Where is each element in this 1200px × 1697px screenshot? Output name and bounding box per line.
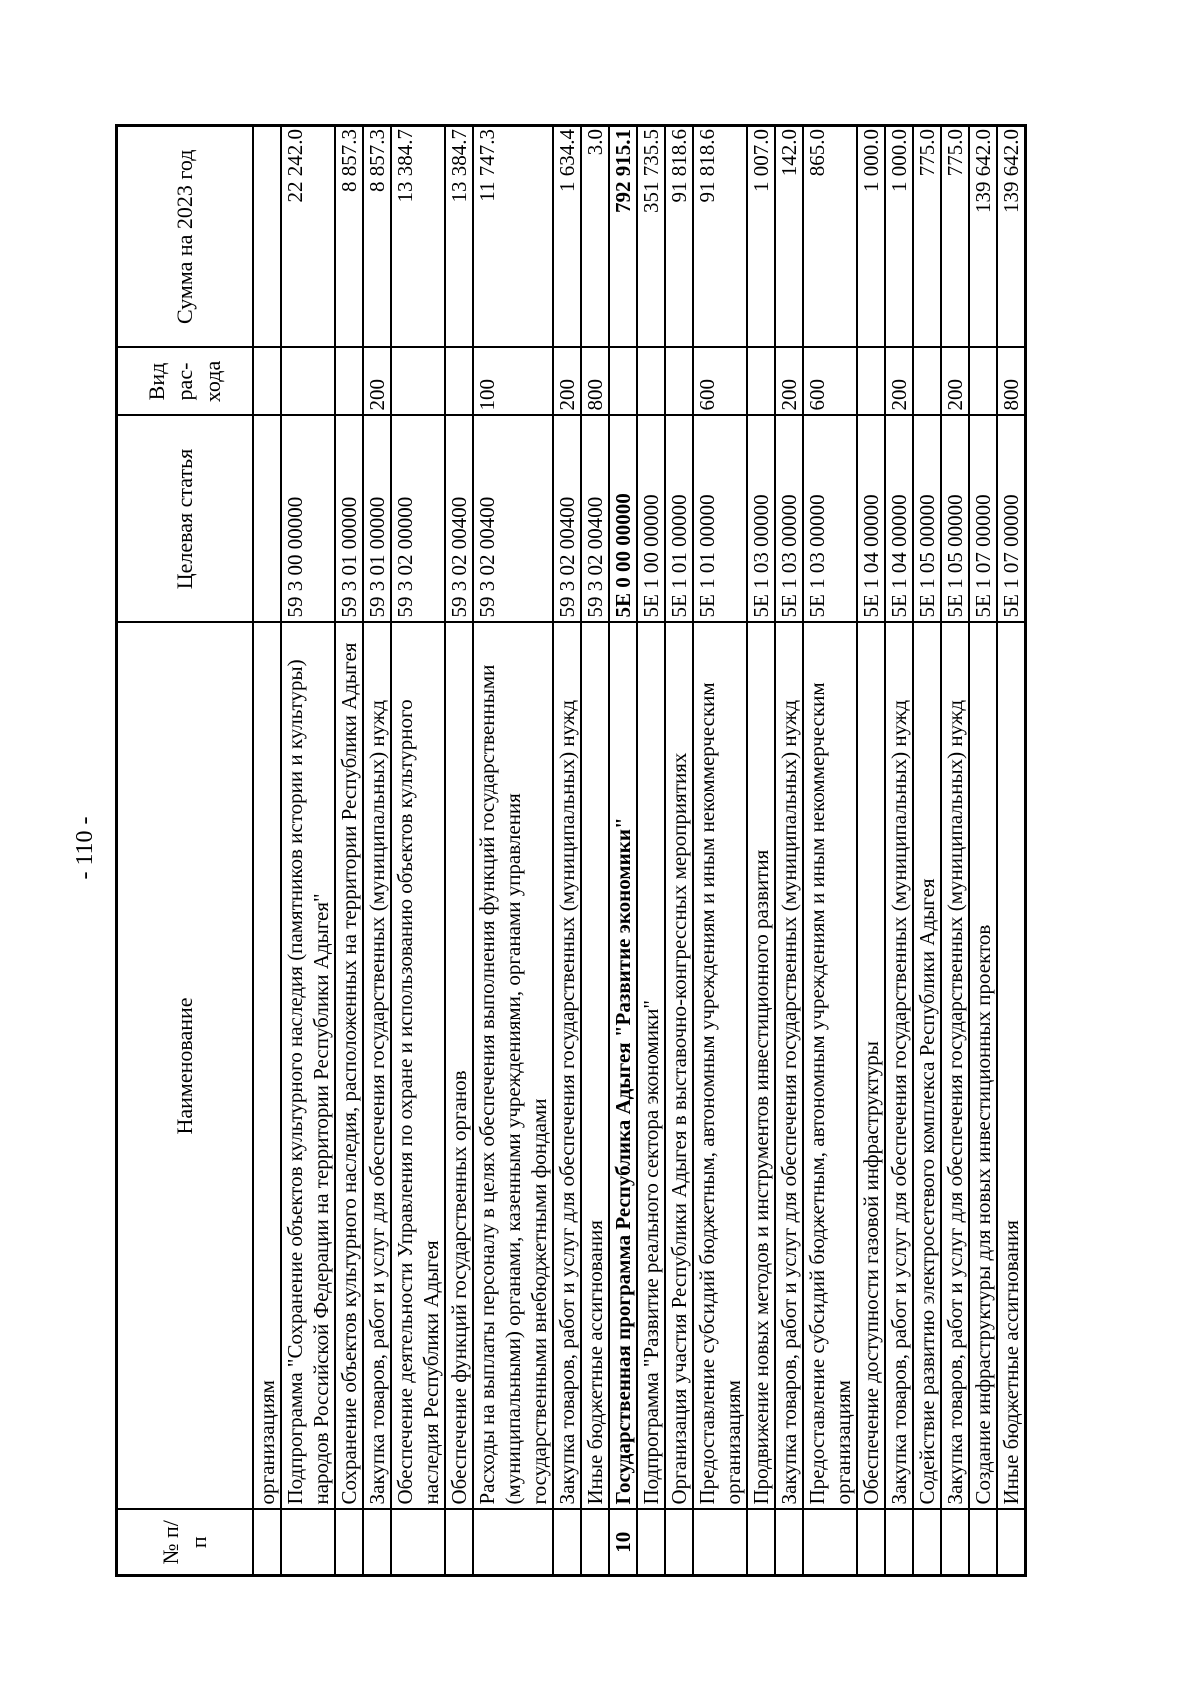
header-amount: Сумма на 2023 год	[117, 126, 254, 348]
cell-amount: 8 857.3	[363, 126, 391, 348]
cell-amount: 11 747.3	[473, 126, 553, 348]
cell-type: 600	[693, 348, 747, 416]
cell-type	[253, 348, 281, 416]
cell-type	[747, 348, 775, 416]
cell-amount	[253, 126, 281, 348]
budget-table	[115, 124, 1027, 1577]
cell-code: 59 3 02 00400	[581, 416, 609, 623]
cell-code: 59 3 01 00000	[335, 416, 363, 623]
table-row	[473, 126, 553, 1576]
cell-code: 5Е 1 01 00000	[665, 416, 693, 623]
table-row	[803, 126, 857, 1576]
cell-name: Закупка товаров, работ и услуг для обеспечения государственных (муниципальных) нужд	[941, 623, 969, 1510]
cell-code: 5Е 1 07 00000	[969, 416, 997, 623]
cell-type	[857, 348, 885, 416]
header-num: № п/п	[117, 1510, 254, 1576]
cell-num	[253, 1510, 281, 1576]
cell-name: Расходы на выплаты персоналу в целях обеспечения выполнения функций государственными (муниципальными) органами, казенными учреждениями, органами управления государственными внебюджетными фондами	[473, 623, 553, 1510]
cell-amount: 13 384.7	[445, 126, 473, 348]
table-row	[609, 126, 637, 1576]
cell-amount: 351 735.5	[637, 126, 665, 348]
cell-code: 5Е 1 04 00000	[885, 416, 913, 623]
cell-name: Закупка товаров, работ и услуг для обеспечения государственных (муниципальных) нужд	[885, 623, 913, 1510]
cell-num	[747, 1510, 775, 1576]
cell-name: Закупка товаров, работ и услуг для обеспечения государственных (муниципальных) нужд	[775, 623, 803, 1510]
cell-type	[281, 348, 335, 416]
cell-amount: 1 000.0	[857, 126, 885, 348]
cell-type: 600	[803, 348, 857, 416]
cell-num	[473, 1510, 553, 1576]
cell-name: Сохранение объектов культурного наследия, расположенных на территории Республики Адыгея	[335, 623, 363, 1510]
cell-num: 10	[609, 1510, 637, 1576]
cell-code: 59 3 01 00000	[363, 416, 391, 623]
cell-type: 200	[553, 348, 581, 416]
cell-num	[363, 1510, 391, 1576]
table-row	[445, 126, 473, 1576]
table-row	[885, 126, 913, 1576]
cell-type: 800	[581, 348, 609, 416]
cell-code: 5Е 1 07 00000	[997, 416, 1026, 623]
cell-amount: 775.0	[941, 126, 969, 348]
cell-name: Закупка товаров, работ и услуг для обеспечения государственных (муниципальных) нужд	[553, 623, 581, 1510]
cell-code: 59 3 00 00000	[281, 416, 335, 623]
table-row	[553, 126, 581, 1576]
cell-code: 59 3 02 00400	[553, 416, 581, 623]
cell-name: Организация участия Республики Адыгея в выставочно-конгрессных мероприятиях	[665, 623, 693, 1510]
cell-amount: 22 242.0	[281, 126, 335, 348]
table-header-row	[117, 126, 254, 1576]
cell-code: 5Е 1 01 00000	[693, 416, 747, 623]
cell-code: 5Е 1 03 00000	[747, 416, 775, 623]
cell-amount: 775.0	[913, 126, 941, 348]
cell-code: 5Е 0 00 00000	[609, 416, 637, 623]
cell-amount: 91 818.6	[693, 126, 747, 348]
table-row	[693, 126, 747, 1576]
header-name: Наименование	[117, 623, 254, 1510]
table-row	[747, 126, 775, 1576]
cell-name: Закупка товаров, работ и услуг для обеспечения государственных (муниципальных) нужд	[363, 623, 391, 1510]
table-row	[997, 126, 1026, 1576]
cell-num	[445, 1510, 473, 1576]
cell-num	[913, 1510, 941, 1576]
cell-amount: 8 857.3	[335, 126, 363, 348]
cell-name: Содействие развитию электросетевого комплекса Республики Адыгея	[913, 623, 941, 1510]
rotated-table-container	[115, 127, 1070, 1577]
cell-type	[609, 348, 637, 416]
cell-code: 59 3 02 00400	[473, 416, 553, 623]
cell-code: 5Е 1 00 00000	[637, 416, 665, 623]
cell-num	[941, 1510, 969, 1576]
cell-amount: 139 642.0	[969, 126, 997, 348]
cell-type: 200	[775, 348, 803, 416]
cell-amount: 1 000.0	[885, 126, 913, 348]
cell-name: Предоставление субсидий бюджетным, автономным учреждениям и иным некоммерческим организациям	[693, 623, 747, 1510]
cell-num	[637, 1510, 665, 1576]
cell-type	[665, 348, 693, 416]
cell-name: Государственная программа Республика Адыгея "Развитие экономики"	[609, 623, 637, 1510]
cell-type	[445, 348, 473, 416]
cell-num	[281, 1510, 335, 1576]
cell-amount: 139 642.0	[997, 126, 1026, 348]
cell-code: 5Е 1 03 00000	[775, 416, 803, 623]
cell-code: 59 3 02 00400	[445, 416, 473, 623]
header-type: Вид рас- хода	[117, 348, 254, 416]
cell-type: 200	[363, 348, 391, 416]
cell-num	[665, 1510, 693, 1576]
table-row	[913, 126, 941, 1576]
cell-name: Обеспечение деятельности Управления по охране и использованию объектов культурного наследия Республики Адыгея	[391, 623, 445, 1510]
cell-amount: 3.0	[581, 126, 609, 348]
cell-num	[581, 1510, 609, 1576]
table-body	[253, 126, 1026, 1576]
table-row	[941, 126, 969, 1576]
cell-name: Иные бюджетные ассигнования	[581, 623, 609, 1510]
table-row	[857, 126, 885, 1576]
table-row	[969, 126, 997, 1576]
cell-amount: 1 634.4	[553, 126, 581, 348]
cell-num	[775, 1510, 803, 1576]
cell-type: 200	[941, 348, 969, 416]
cell-name: Иные бюджетные ассигнования	[997, 623, 1026, 1510]
cell-type	[969, 348, 997, 416]
table-row	[775, 126, 803, 1576]
cell-name: Подпрограмма "Сохранение объектов культурного наследия (памятников истории и культуры) народов Российской Федерации на территории Республики Адыгея"	[281, 623, 335, 1510]
table-row	[581, 126, 609, 1576]
table-row	[391, 126, 445, 1576]
cell-num	[335, 1510, 363, 1576]
cell-amount: 792 915.1	[609, 126, 637, 348]
cell-num	[885, 1510, 913, 1576]
page-number: - 110 -	[72, 816, 98, 880]
cell-type: 200	[885, 348, 913, 416]
cell-name: Продвижение новых методов и инструментов инвестиционного развития	[747, 623, 775, 1510]
cell-num	[391, 1510, 445, 1576]
cell-num	[693, 1510, 747, 1576]
cell-amount: 142.0	[775, 126, 803, 348]
cell-name: Подпрограмма "Развитие реального сектора экономики"	[637, 623, 665, 1510]
cell-amount: 91 818.6	[665, 126, 693, 348]
cell-code: 59 3 02 00000	[391, 416, 445, 623]
table-row	[665, 126, 693, 1576]
table-row	[281, 126, 335, 1576]
table-row	[335, 126, 363, 1576]
header-code: Целевая статья	[117, 416, 254, 623]
cell-num	[857, 1510, 885, 1576]
cell-num	[553, 1510, 581, 1576]
cell-name: Создание инфраструктуры для новых инвестиционных проектов	[969, 623, 997, 1510]
cell-code: 5Е 1 05 00000	[913, 416, 941, 623]
table-row	[253, 126, 281, 1576]
cell-type	[637, 348, 665, 416]
table-row	[363, 126, 391, 1576]
cell-type	[391, 348, 445, 416]
cell-name: организациям	[253, 623, 281, 1510]
cell-code: 5Е 1 04 00000	[857, 416, 885, 623]
cell-num	[803, 1510, 857, 1576]
cell-code: 5Е 1 05 00000	[941, 416, 969, 623]
cell-type	[335, 348, 363, 416]
table-row	[637, 126, 665, 1576]
cell-type: 100	[473, 348, 553, 416]
cell-type: 800	[997, 348, 1026, 416]
cell-name: Предоставление субсидий бюджетным, автономным учреждениям и иным некоммерческим организациям	[803, 623, 857, 1510]
cell-type	[913, 348, 941, 416]
cell-amount: 865.0	[803, 126, 857, 348]
cell-amount: 1 007.0	[747, 126, 775, 348]
cell-code	[253, 416, 281, 623]
cell-code: 5Е 1 03 00000	[803, 416, 857, 623]
cell-amount: 13 384.7	[391, 126, 445, 348]
cell-name: Обеспечение доступности газовой инфраструктуры	[857, 623, 885, 1510]
cell-name: Обеспечение функций государственных органов	[445, 623, 473, 1510]
cell-num	[969, 1510, 997, 1576]
cell-num	[997, 1510, 1026, 1576]
